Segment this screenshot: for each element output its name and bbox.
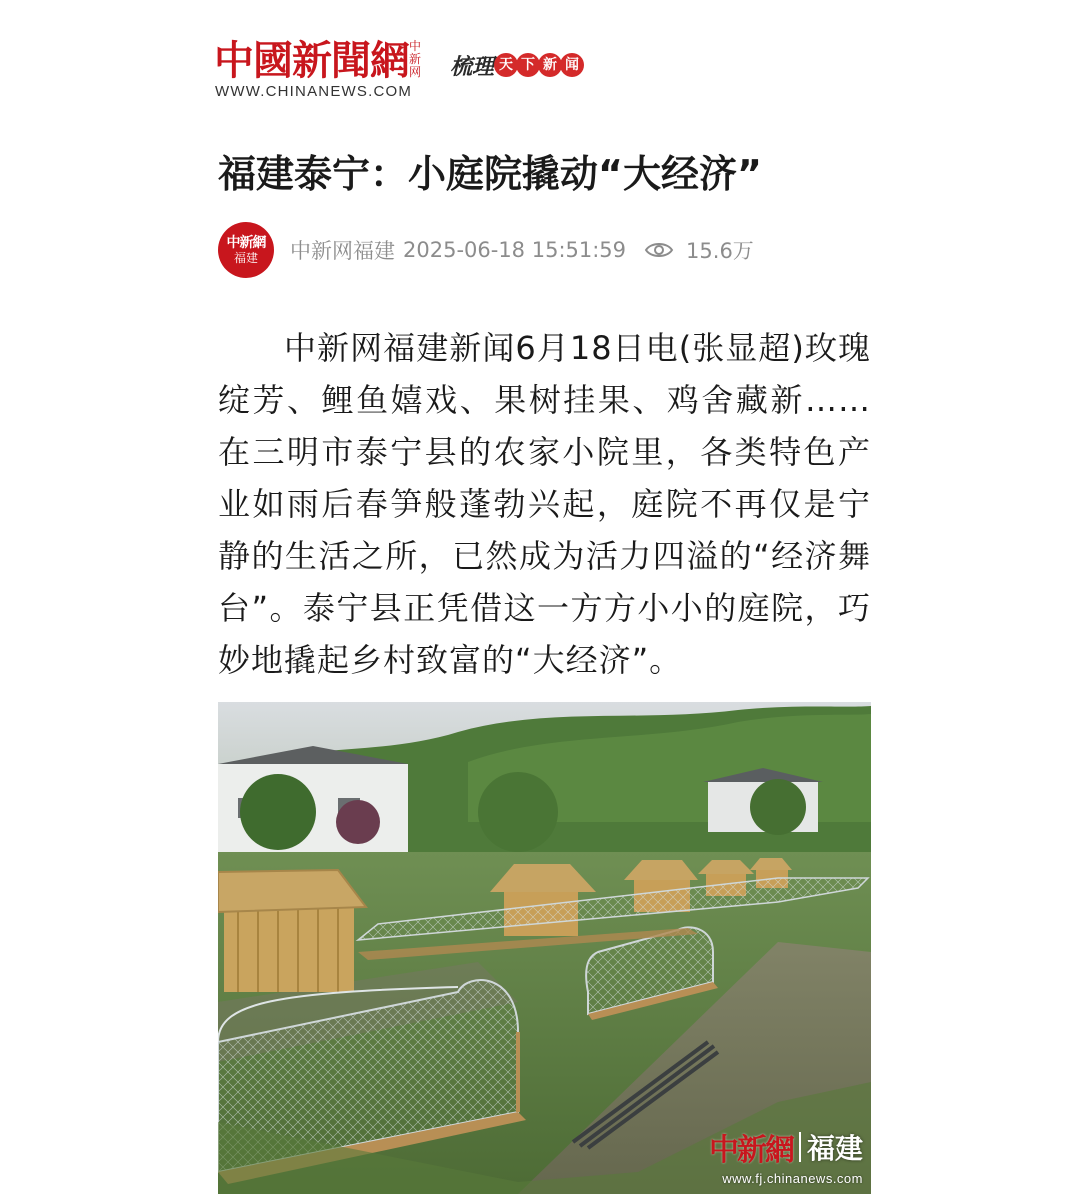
watermark-region: 福建 [806, 1132, 863, 1165]
view-count: 15.6万 [686, 239, 754, 263]
article-meta [218, 222, 754, 278]
site-logo-sub: 中新网 [408, 39, 421, 79]
thatched-hut [218, 870, 366, 992]
article-body: 中新网福建新闻6月18日电(张显超)玫瑰绽芳、鲤鱼嬉戏、果树挂果、鸡舍藏新……在三明市泰宁县的农家小院里，各类特色产业如雨后春笋般蓬勃兴起，庭院不再仅是宁静的生活之所，已然成为活力四溢的“经济舞台”。泰宁县正凭借这一方方小小的庭院，巧妙地撬起乡村致富的“大经济”。 [218, 329, 871, 679]
article-photo[interactable] [218, 702, 871, 1194]
site-logo-text[interactable]: 中國新聞網 [214, 37, 409, 84]
slogan-seal-char: 下 [516, 53, 540, 77]
article-datetime: 2025-06-18 15:51:59 [403, 238, 627, 262]
slogan-seal-char: 天 [494, 53, 518, 77]
site-header [214, 36, 634, 106]
site-slogan [450, 50, 584, 80]
source-avatar[interactable] [218, 222, 274, 278]
article-source[interactable]: 中新网福建 [290, 239, 395, 263]
slogan-seal-char: 闻 [560, 53, 584, 77]
avatar-region: 福建 [233, 250, 258, 265]
tree [240, 774, 316, 850]
photo-watermark [709, 1125, 863, 1186]
avatar-brand: 中新網 [226, 234, 266, 251]
slogan-seal-char: 新 [538, 53, 562, 77]
photo-scene [218, 702, 871, 1194]
slogan-seal [496, 53, 584, 77]
article-title: 福建泰宁：小庭院撬动“大经济” [218, 152, 762, 196]
watermark-url: www.fj.chinanews.com [722, 1171, 863, 1186]
watermark-divider [799, 1132, 801, 1162]
site-domain: WWW.CHINANEWS.COM [215, 83, 413, 100]
eye-icon [644, 240, 674, 260]
watermark-brand: 中新網 [708, 1133, 793, 1168]
slogan-lead: 梳理 [450, 53, 495, 80]
